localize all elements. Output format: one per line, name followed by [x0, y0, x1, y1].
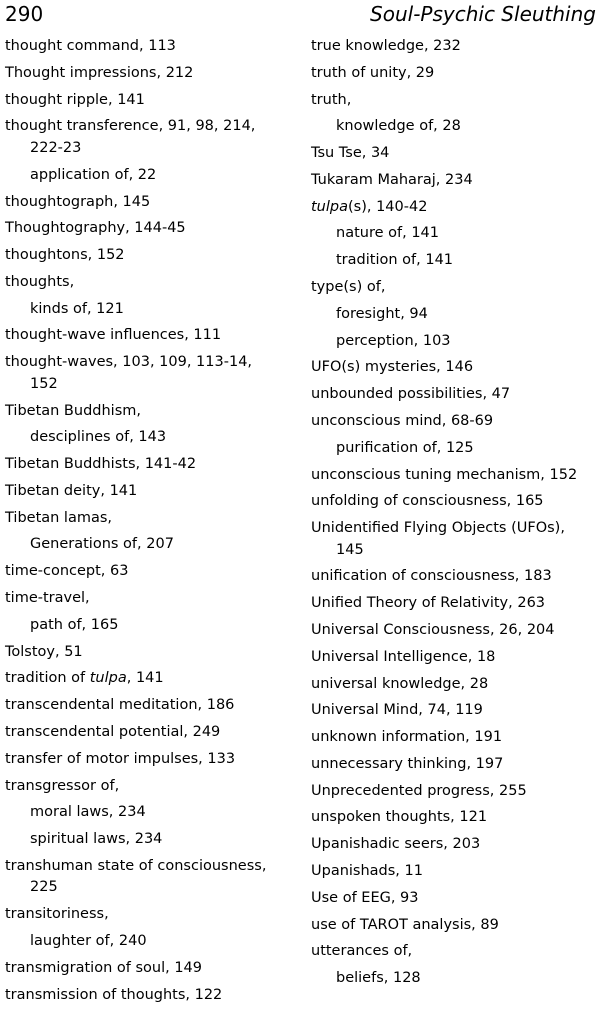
index-entry [5, 36, 293, 58]
index-subentry [311, 250, 599, 272]
index-entry [5, 985, 293, 1007]
entry-line: spiritual laws, 234 [30, 831, 163, 848]
index-subentry [311, 223, 599, 245]
index-entry [5, 192, 293, 214]
index-subentry [5, 299, 293, 321]
index-subentry [5, 615, 293, 637]
index-entry [311, 566, 599, 588]
index-entry [311, 491, 599, 513]
index-entry [5, 352, 293, 395]
index-entry [311, 674, 599, 696]
entry-line: Universal Mind, 74, 119 [311, 702, 483, 719]
entry-line: unspoken thoughts, 121 [311, 809, 488, 826]
index-entry [311, 90, 599, 112]
index-entry [5, 958, 293, 980]
index-entry [5, 245, 293, 267]
entry-line: Tibetan Buddhism, [5, 402, 141, 419]
index-entry [311, 807, 599, 829]
entry-text: tradition of [5, 670, 90, 687]
entry-line: Unified Theory of Relativity, 263 [311, 595, 546, 612]
index-entry [311, 63, 599, 85]
entry-line: unbounded possibilities, 47 [311, 386, 511, 403]
index-entry [5, 856, 293, 899]
index-subentry [5, 802, 293, 824]
entry-line: thought command, 113 [5, 38, 176, 54]
entry-continuation-line: 225 [30, 879, 58, 896]
index-entry [5, 776, 293, 798]
entry-line: Unidentified Flying Objects (UFOs), [311, 520, 565, 537]
index-column-left [5, 36, 293, 1011]
entry-line: true knowledge, 232 [311, 38, 461, 54]
entry-line: beliefs, 128 [336, 970, 421, 987]
index-entry [311, 518, 599, 561]
index-entry [5, 218, 293, 240]
entry-line: purification of, 125 [336, 439, 474, 456]
entry-line: transfer of motor impulses, 133 [5, 750, 236, 767]
page-number: 290 [5, 2, 44, 26]
entry-line: utterances of, [311, 943, 413, 960]
entry-continuation-line: 222-23 [30, 139, 82, 156]
index-entry [5, 116, 293, 159]
index-subentry [5, 829, 293, 851]
entry-line: unification of consciousness, 183 [311, 568, 552, 585]
entry-line: Generations of, 207 [30, 536, 174, 553]
entry-line: Upanishads, 11 [311, 863, 423, 880]
entry-line: thought transference, 91, 98, 214, [5, 118, 256, 135]
index-entry [5, 272, 293, 294]
entry-line: use of TAROT analysis, 89 [311, 916, 499, 933]
entry-line: application of, 22 [30, 166, 157, 183]
index-entry [5, 722, 293, 744]
index-entry [311, 143, 599, 165]
index-column-right [311, 36, 599, 995]
index-entry [5, 695, 293, 717]
entry-line: truth, [311, 91, 352, 108]
index-entry [311, 915, 599, 937]
entry-line: unknown information, 191 [311, 729, 503, 746]
entry-italic-text: tulpa [311, 198, 348, 215]
index-entry [5, 401, 293, 423]
entry-line: moral laws, 234 [30, 804, 146, 821]
index-subentry [5, 165, 293, 187]
index-entry [5, 904, 293, 926]
index-subentry [5, 427, 293, 449]
entry-line: thoughts, [5, 273, 75, 290]
index-entry [311, 781, 599, 803]
entry-line: transcendental potential, 249 [5, 723, 221, 740]
running-title: Soul-Psychic Sleuthing [370, 2, 596, 26]
entry-line [311, 197, 599, 219]
entry-text: (s), 140-42 [348, 198, 428, 215]
index-entry [5, 668, 293, 690]
entry-line: Thought impressions, 212 [5, 64, 194, 81]
index-entry [5, 63, 293, 85]
entry-line: desciplines of, 143 [30, 429, 167, 446]
index-entry [311, 384, 599, 406]
index-entry [311, 465, 599, 487]
entry-line: perception, 103 [336, 332, 451, 349]
entry-text: , 141 [126, 670, 164, 687]
entry-line: UFO(s) mysteries, 146 [311, 359, 474, 376]
entry-line: type(s) of, [311, 279, 386, 296]
entry-line: transmigration of soul, 149 [5, 959, 202, 976]
entry-line: thoughtograph, 145 [5, 193, 151, 210]
entry-line: universal knowledge, 28 [311, 675, 489, 692]
entry-line: foresight, 94 [336, 305, 428, 322]
entry-line: transcendental meditation, 186 [5, 697, 235, 714]
index-entry [311, 197, 599, 219]
page-header [0, 0, 600, 34]
entry-line: transmission of thoughts, 122 [5, 986, 223, 1003]
index-entry [5, 325, 293, 347]
index-entry [311, 620, 599, 642]
index-entry [311, 411, 599, 433]
index-entry [311, 36, 599, 58]
index-entry [5, 749, 293, 771]
entry-line: tradition of, 141 [336, 252, 454, 269]
index-entry [5, 90, 293, 112]
index-entry [311, 888, 599, 910]
index-subentry [311, 968, 599, 990]
entry-line: thought ripple, 141 [5, 91, 145, 108]
entry-italic-text: tulpa [89, 670, 127, 687]
entry-line: unconscious tuning mechanism, 152 [311, 466, 578, 483]
index-subentry [311, 331, 599, 353]
entry-line: kinds of, 121 [30, 300, 124, 317]
index-entry [311, 861, 599, 883]
entry-line: truth of unity, 29 [311, 64, 435, 81]
entry-line: laughter of, 240 [30, 933, 147, 949]
entry-line: transhuman state of consciousness, [5, 857, 267, 874]
entry-line: Universal Intelligence, 18 [311, 648, 496, 665]
index-entry [5, 588, 293, 610]
entry-line [5, 668, 293, 690]
entry-line: knowledge of, 28 [336, 118, 461, 135]
index-entry [311, 647, 599, 669]
entry-line: Upanishadic seers, 203 [311, 836, 481, 853]
entry-line: nature of, 141 [336, 225, 439, 242]
entry-line: thoughtons, 152 [5, 247, 125, 264]
entry-continuation-line: 145 [336, 541, 364, 558]
index-entry [311, 727, 599, 749]
entry-line: Tolstoy, 51 [5, 643, 83, 660]
index-entry [311, 700, 599, 722]
index-entry [311, 941, 599, 963]
index-entry [5, 508, 293, 530]
index-entry [311, 277, 599, 299]
index-entry [311, 834, 599, 856]
index-entry [5, 561, 293, 583]
index-subentry [311, 438, 599, 460]
index-entry [311, 357, 599, 379]
entry-line: unnecessary thinking, 197 [311, 755, 504, 772]
entry-line: Use of EEG, 93 [311, 889, 419, 906]
index-subentry [5, 931, 293, 953]
index-entry [5, 454, 293, 476]
index-entry [5, 481, 293, 503]
entry-line: Unprecedented progress, 255 [311, 782, 527, 799]
entry-line: time-concept, 63 [5, 563, 129, 580]
entry-line: Tibetan deity, 141 [5, 482, 138, 499]
entry-line: Universal Consciousness, 26, 204 [311, 622, 555, 638]
index-entry [311, 754, 599, 776]
entry-line: path of, 165 [30, 616, 119, 633]
index-entry [311, 170, 599, 192]
index-subentry [311, 116, 599, 138]
index-entry [5, 642, 293, 664]
entry-line: transgressor of, [5, 777, 120, 794]
entry-line: Tibetan lamas, [5, 509, 113, 526]
entry-line: Tsu Tse, 34 [311, 145, 390, 162]
entry-line: unconscious mind, 68-69 [311, 412, 494, 429]
entry-line: unfolding of consciousness, 165 [311, 493, 544, 510]
index-entry [311, 593, 599, 615]
entry-line: thought-wave influences, 111 [5, 327, 222, 344]
entry-line: Thoughtography, 144-45 [5, 220, 186, 237]
entry-line: transitoriness, [5, 906, 109, 923]
entry-line: Tibetan Buddhists, 141-42 [5, 456, 197, 473]
index-subentry [311, 304, 599, 326]
entry-line: time-travel, [5, 590, 90, 607]
entry-line: Tukaram Maharaj, 234 [311, 171, 473, 188]
entry-continuation-line: 152 [30, 375, 58, 392]
entry-line: thought-waves, 103, 109, 113-14, [5, 354, 253, 371]
index-subentry [5, 534, 293, 556]
